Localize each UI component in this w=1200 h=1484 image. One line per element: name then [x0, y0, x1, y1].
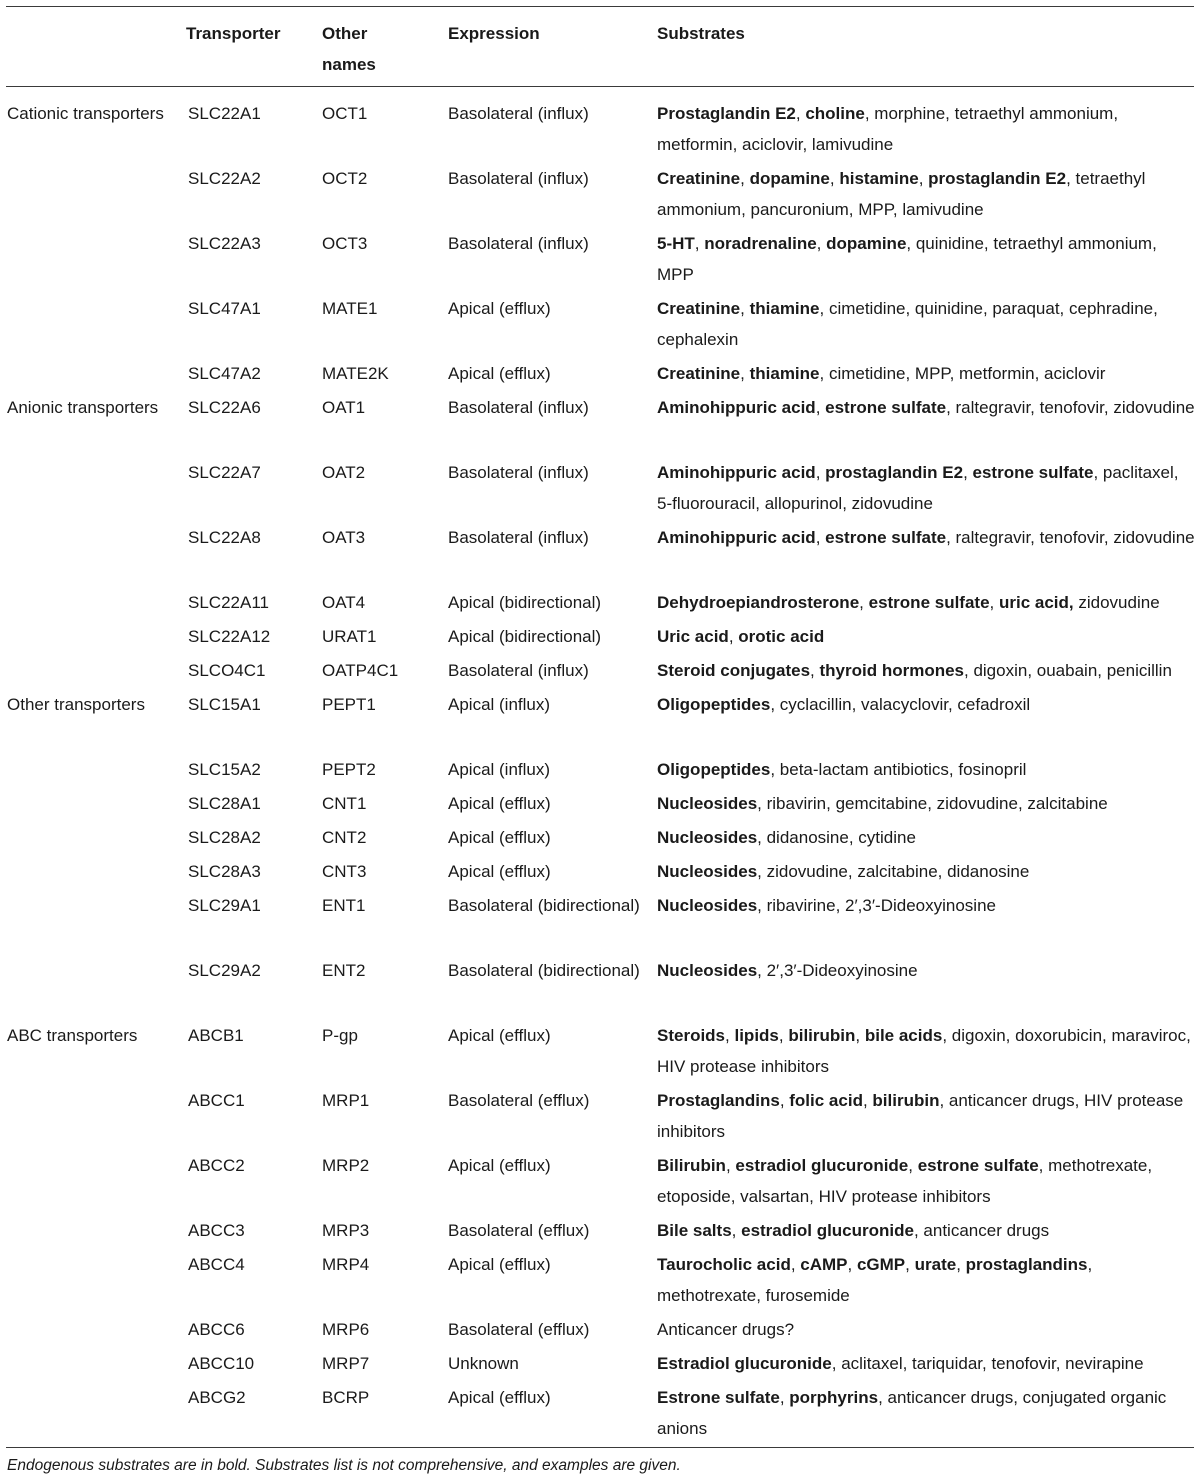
substrates-cell — [657, 1314, 1197, 1345]
substrates-cell — [657, 689, 1197, 720]
other-names-cell: OCT1 — [322, 104, 368, 123]
endogenous-substrate: porphyrins — [789, 1388, 879, 1407]
table-row — [0, 1020, 1200, 1085]
endogenous-substrate: Oligopeptides — [657, 760, 771, 779]
other-names-cell: OAT2 — [322, 463, 366, 482]
table-row — [0, 457, 1200, 522]
transporter-cell: SLC29A2 — [188, 961, 261, 980]
expression-cell: Basolateral (efflux) — [448, 1091, 590, 1110]
transporter-cell: SLC47A2 — [188, 364, 261, 383]
expression-cell: Basolateral (bidirectional) — [448, 896, 640, 915]
substrate-text: , raltegravir, tenofovir, zidovudine — [946, 528, 1195, 547]
expression-cell: Apical (efflux) — [448, 299, 551, 318]
table-row — [0, 587, 1200, 621]
table-row — [0, 392, 1200, 457]
other-names-cell: MRP3 — [322, 1221, 370, 1240]
other-names-cell: P-gp — [322, 1026, 358, 1045]
endogenous-substrate: Prostaglandins — [657, 1091, 780, 1110]
table-footnote: Endogenous substrates are in bold. Substrates list is not comprehensive, and examples are given. — [7, 1457, 681, 1474]
other-names-cell: PEPT1 — [322, 695, 376, 714]
endogenous-substrate: choline — [805, 104, 865, 123]
substrate-text: , anticancer drugs, HIV protease inhibitors — [657, 1091, 1184, 1141]
other-names-cell: OAT1 — [322, 398, 366, 417]
table-row — [0, 163, 1200, 228]
endogenous-substrate: bilirubin — [788, 1026, 856, 1045]
transporter-cell: SLC29A1 — [188, 896, 261, 915]
endogenous-substrate: dopamine — [749, 169, 830, 188]
transporter-cell: ABCC6 — [188, 1320, 245, 1339]
substrate-text: , — [815, 398, 826, 417]
expression-cell: Apical (bidirectional) — [448, 627, 602, 646]
transporter-cell: SLC28A2 — [188, 828, 261, 847]
table-body — [0, 98, 1200, 1447]
endogenous-substrate: Nucleosides — [657, 896, 758, 915]
other-names-cell: CNT2 — [322, 828, 367, 847]
endogenous-substrate: estrone sulfate — [868, 593, 990, 612]
table-row — [0, 1150, 1200, 1215]
substrate-text: , cimetidine, MPP, metformin, aciclovir — [819, 364, 1106, 383]
table-row — [0, 1382, 1200, 1447]
expression-cell: Basolateral (influx) — [448, 463, 589, 482]
endogenous-substrate: Steroids — [657, 1026, 726, 1045]
endogenous-substrate: Aminohippuric acid — [657, 463, 816, 482]
substrate-text: , — [790, 1255, 801, 1274]
substrates-cell — [657, 788, 1197, 819]
substrate-text: , — [859, 593, 869, 612]
other-names-cell: MRP4 — [322, 1255, 370, 1274]
endogenous-substrate: Oligopeptides — [657, 695, 771, 714]
substrates-cell — [657, 890, 1197, 921]
substrate-text: , — [694, 234, 705, 253]
substrate-text: , didanosine, cytidine — [757, 828, 916, 847]
expression-cell: Basolateral (efflux) — [448, 1221, 590, 1240]
table-row — [0, 1314, 1200, 1348]
substrate-text: , cyclacillin, valacyclovir, cefadroxil — [770, 695, 1031, 714]
other-names-cell: CNT3 — [322, 862, 367, 881]
expression-cell: Apical (efflux) — [448, 794, 551, 813]
substrates-cell — [657, 1085, 1197, 1147]
group-label: Other transporters — [7, 695, 145, 714]
substrate-text: , aclitaxel, tariquidar, tenofovir, nevirapine — [831, 1354, 1144, 1373]
substrate-text: , — [918, 169, 929, 188]
substrates-cell — [657, 587, 1197, 618]
endogenous-substrate: Bilirubin — [657, 1156, 726, 1175]
substrates-cell — [657, 1215, 1197, 1246]
substrates-cell — [657, 358, 1197, 389]
endogenous-substrate: Creatinine — [657, 169, 741, 188]
substrate-text: , — [725, 1026, 735, 1045]
transporter-cell: SLC22A1 — [188, 104, 261, 123]
transporter-cell: SLC15A2 — [188, 760, 261, 779]
endogenous-substrate: thiamine — [749, 364, 820, 383]
substrate-text: , — [815, 463, 826, 482]
expression-cell: Basolateral (influx) — [448, 398, 589, 417]
substrate-text: , — [989, 593, 999, 612]
substrates-cell — [657, 1020, 1197, 1082]
substrate-text: , — [740, 364, 750, 383]
transporter-cell: ABCC3 — [188, 1221, 245, 1240]
table-row — [0, 822, 1200, 856]
substrates-cell — [657, 621, 1197, 652]
table-row — [0, 228, 1200, 293]
table-row — [0, 955, 1200, 1020]
endogenous-substrate: prostaglandins — [965, 1255, 1088, 1274]
substrates-cell — [657, 1348, 1197, 1379]
substrate-text: , raltegravir, tenofovir, zidovudine — [946, 398, 1195, 417]
endogenous-substrate: bilirubin — [872, 1091, 940, 1110]
substrate-text: , anticancer drugs, conjugated organic anions — [657, 1388, 1167, 1438]
endogenous-substrate: noradrenaline — [704, 234, 817, 253]
transporter-cell: SLC28A3 — [188, 862, 261, 881]
other-names-cell: MRP6 — [322, 1320, 370, 1339]
table-row — [0, 856, 1200, 890]
substrate-text: , digoxin, ouabain, penicillin — [964, 661, 1172, 680]
substrate-text: , — [778, 1026, 789, 1045]
endogenous-substrate: estradiol glucuronide — [735, 1156, 909, 1175]
other-names-cell: MRP7 — [322, 1354, 370, 1373]
group-label: Cationic transporters — [7, 104, 164, 123]
endogenous-substrate: Prostaglandin E2 — [657, 104, 796, 123]
substrate-text: , — [847, 1255, 857, 1274]
table-row — [0, 655, 1200, 689]
other-names-cell: PEPT2 — [322, 760, 376, 779]
group-label: Anionic transporters — [7, 398, 159, 417]
expression-cell: Basolateral (bidirectional) — [448, 961, 640, 980]
table-top-rule — [6, 6, 1194, 7]
transporter-cell: SLC22A7 — [188, 463, 261, 482]
table-row — [0, 1215, 1200, 1249]
transporter-cell: ABCB1 — [188, 1026, 244, 1045]
substrate-text: , — [725, 1156, 736, 1175]
substrate-text: , digoxin, doxorubicin, maraviroc, HIV protease inhibitors — [657, 1026, 1191, 1076]
endogenous-substrate: Dehydroepiandrosterone — [657, 593, 860, 612]
substrate-text: zidovudine — [1073, 593, 1160, 612]
expression-cell: Apical (efflux) — [448, 1026, 551, 1045]
expression-cell: Apical (influx) — [448, 695, 551, 714]
endogenous-substrate: Creatinine — [657, 364, 741, 383]
substrates-cell — [657, 163, 1197, 225]
other-names-cell: OCT2 — [322, 169, 368, 188]
substrates-cell — [657, 457, 1197, 519]
table-row — [0, 890, 1200, 955]
other-names-cell: BCRP — [322, 1388, 370, 1407]
other-names-cell: ENT1 — [322, 896, 366, 915]
substrate-text: , ribavirin, gemcitabine, zidovudine, zalcitabine — [757, 794, 1108, 813]
endogenous-substrate: urate — [914, 1255, 957, 1274]
substrate-text: , — [829, 169, 840, 188]
endogenous-substrate: Uric acid — [657, 627, 729, 646]
substrates-cell — [657, 1249, 1197, 1311]
transporter-cell: SLCO4C1 — [188, 661, 266, 680]
substrates-cell — [657, 1382, 1197, 1444]
transporter-cell: ABCC1 — [188, 1091, 245, 1110]
endogenous-substrate: uric acid, — [999, 593, 1074, 612]
endogenous-substrate: thiamine — [749, 299, 820, 318]
substrates-cell — [657, 856, 1197, 887]
other-names-cell: OAT3 — [322, 528, 366, 547]
endogenous-substrate: Creatinine — [657, 299, 741, 318]
substrates-cell — [657, 392, 1197, 423]
substrate-text: , — [963, 463, 973, 482]
table-row — [0, 98, 1200, 163]
substrate-text: , — [740, 299, 750, 318]
expression-cell: Apical (efflux) — [448, 862, 551, 881]
endogenous-substrate: Nucleosides — [657, 794, 758, 813]
table-header-rule — [6, 86, 1194, 87]
transporter-cell: SLC22A11 — [188, 593, 269, 612]
endogenous-substrate: Nucleosides — [657, 862, 758, 881]
substrates-cell — [657, 228, 1197, 290]
other-names-cell: CNT1 — [322, 794, 367, 813]
other-names-cell: MATE2K — [322, 364, 389, 383]
substrate-text: , methotrexate, furosemide — [657, 1255, 1093, 1305]
transporter-cell: ABCC4 — [188, 1255, 245, 1274]
expression-cell: Apical (efflux) — [448, 828, 551, 847]
expression-cell: Apical (efflux) — [448, 1156, 551, 1175]
substrate-text: , ribavirine, 2′,3′-Dideoxyinosine — [757, 896, 996, 915]
substrate-text: Anticancer drugs? — [657, 1320, 795, 1339]
substrate-text: , — [795, 104, 806, 123]
transporter-cell: SLC22A8 — [188, 528, 261, 547]
substrate-text: , — [855, 1026, 865, 1045]
other-names-cell: OCT3 — [322, 234, 368, 253]
endogenous-substrate: cGMP — [856, 1255, 906, 1274]
transporter-cell: SLC28A1 — [188, 794, 261, 813]
transporter-cell: SLC22A6 — [188, 398, 261, 417]
substrates-cell — [657, 1150, 1197, 1212]
endogenous-substrate: Aminohippuric acid — [657, 398, 816, 417]
expression-cell: Basolateral (influx) — [448, 661, 589, 680]
endogenous-substrate: Estradiol glucuronide — [657, 1354, 832, 1373]
endogenous-substrate: estrone sulfate — [917, 1156, 1039, 1175]
expression-cell: Basolateral (efflux) — [448, 1320, 590, 1339]
substrate-text: , paclitaxel, 5-fluorouracil, allopurinol, zidovudine — [657, 463, 1179, 513]
table-row — [0, 754, 1200, 788]
header-other-names: Other names — [322, 24, 376, 74]
table-row — [0, 788, 1200, 822]
substrate-text: , — [779, 1091, 790, 1110]
substrate-text: , — [956, 1255, 966, 1274]
endogenous-substrate: histamine — [839, 169, 919, 188]
endogenous-substrate: bile acids — [864, 1026, 943, 1045]
endogenous-substrate: Nucleosides — [657, 828, 758, 847]
endogenous-substrate: thyroid hormones — [819, 661, 964, 680]
expression-cell: Apical (efflux) — [448, 1255, 551, 1274]
other-names-cell: MRP2 — [322, 1156, 370, 1175]
header-substrates: Substrates — [657, 24, 745, 43]
expression-cell: Basolateral (influx) — [448, 528, 589, 547]
transporter-cell: SLC22A2 — [188, 169, 261, 188]
table-row — [0, 1249, 1200, 1314]
substrates-cell — [657, 822, 1197, 853]
substrate-text: , zidovudine, zalcitabine, didanosine — [757, 862, 1030, 881]
endogenous-substrate: Steroid conjugates — [657, 661, 811, 680]
substrate-text: , morphine, tetraethyl ammonium, metformin, aciclovir, lamivudine — [657, 104, 1119, 154]
substrate-text: , cimetidine, quinidine, paraquat, cephradine, cephalexin — [657, 299, 1158, 349]
substrate-text: , beta-lactam antibiotics, fosinopril — [770, 760, 1027, 779]
substrate-text: , — [728, 627, 739, 646]
other-names-cell: ENT2 — [322, 961, 366, 980]
table-row — [0, 522, 1200, 587]
substrates-cell — [657, 98, 1197, 160]
substrate-text: , — [908, 1156, 918, 1175]
table-row — [0, 621, 1200, 655]
substrates-cell — [657, 293, 1197, 355]
table-row — [0, 1348, 1200, 1382]
endogenous-substrate: Nucleosides — [657, 961, 758, 980]
endogenous-substrate: 5-HT — [657, 234, 695, 253]
endogenous-substrate: Aminohippuric acid — [657, 528, 816, 547]
table-bottom-rule — [6, 1447, 1194, 1448]
table-row — [0, 689, 1200, 754]
substrate-text: , — [779, 1388, 790, 1407]
table-row — [0, 293, 1200, 358]
transporter-cell: SLC22A3 — [188, 234, 261, 253]
expression-cell: Unknown — [448, 1354, 519, 1373]
substrates-cell — [657, 955, 1197, 986]
expression-cell: Basolateral (influx) — [448, 169, 589, 188]
expression-cell: Basolateral (influx) — [448, 234, 589, 253]
endogenous-substrate: dopamine — [826, 234, 907, 253]
endogenous-substrate: estradiol glucuronide — [741, 1221, 914, 1240]
group-label: ABC transporters — [7, 1026, 138, 1045]
transporter-cell: SLC22A12 — [188, 627, 271, 646]
endogenous-substrate: folic acid — [789, 1091, 863, 1110]
endogenous-substrate: Taurocholic acid — [657, 1255, 791, 1274]
other-names-cell: OATP4C1 — [322, 661, 399, 680]
substrate-text: , tetraethyl ammonium, pancuronium, MPP, lamivudine — [657, 169, 1146, 219]
substrate-text: , 2′,3′-Dideoxyinosine — [757, 961, 918, 980]
endogenous-substrate: estrone sulfate — [825, 398, 947, 417]
substrate-text: , — [810, 661, 820, 680]
expression-cell: Apical (efflux) — [448, 1388, 551, 1407]
substrate-text: , — [731, 1221, 742, 1240]
endogenous-substrate: prostaglandin E2 — [825, 463, 964, 482]
substrate-text: , — [862, 1091, 873, 1110]
endogenous-substrate: cAMP — [800, 1255, 848, 1274]
substrate-text: , anticancer drugs — [913, 1221, 1050, 1240]
substrate-text: , quinidine, tetraethyl ammonium, MPP — [657, 234, 1157, 284]
endogenous-substrate: prostaglandin E2 — [928, 169, 1067, 188]
expression-cell: Apical (bidirectional) — [448, 593, 602, 612]
other-names-cell: OAT4 — [322, 593, 366, 612]
substrate-text: , — [740, 169, 750, 188]
substrate-text: , — [905, 1255, 915, 1274]
substrates-cell — [657, 655, 1197, 686]
other-names-cell: MRP1 — [322, 1091, 370, 1110]
transporter-cell: SLC15A1 — [188, 695, 261, 714]
table-row — [0, 1085, 1200, 1150]
endogenous-substrate: lipids — [734, 1026, 779, 1045]
substrate-text: , — [816, 234, 827, 253]
endogenous-substrate: Bile salts — [657, 1221, 732, 1240]
endogenous-substrate: estrone sulfate — [972, 463, 1094, 482]
header-transporter: Transporter — [186, 24, 281, 43]
expression-cell: Apical (influx) — [448, 760, 551, 779]
substrate-text: , — [815, 528, 826, 547]
substrates-cell — [657, 754, 1197, 785]
transporter-cell: ABCG2 — [188, 1388, 246, 1407]
other-names-cell: URAT1 — [322, 627, 377, 646]
substrate-text: , methotrexate, etoposide, valsartan, HIV protease inhibitors — [657, 1156, 1153, 1206]
substrates-cell — [657, 522, 1197, 553]
endogenous-substrate: Estrone sulfate — [657, 1388, 780, 1407]
expression-cell: Apical (efflux) — [448, 364, 551, 383]
other-names-cell: MATE1 — [322, 299, 378, 318]
table-row — [0, 358, 1200, 392]
transporter-cell: ABCC2 — [188, 1156, 245, 1175]
expression-cell: Basolateral (influx) — [448, 104, 589, 123]
endogenous-substrate: estrone sulfate — [825, 528, 947, 547]
header-expression: Expression — [448, 24, 540, 43]
transporter-cell: ABCC10 — [188, 1354, 255, 1373]
endogenous-substrate: orotic acid — [738, 627, 825, 646]
transporter-cell: SLC47A1 — [188, 299, 261, 318]
